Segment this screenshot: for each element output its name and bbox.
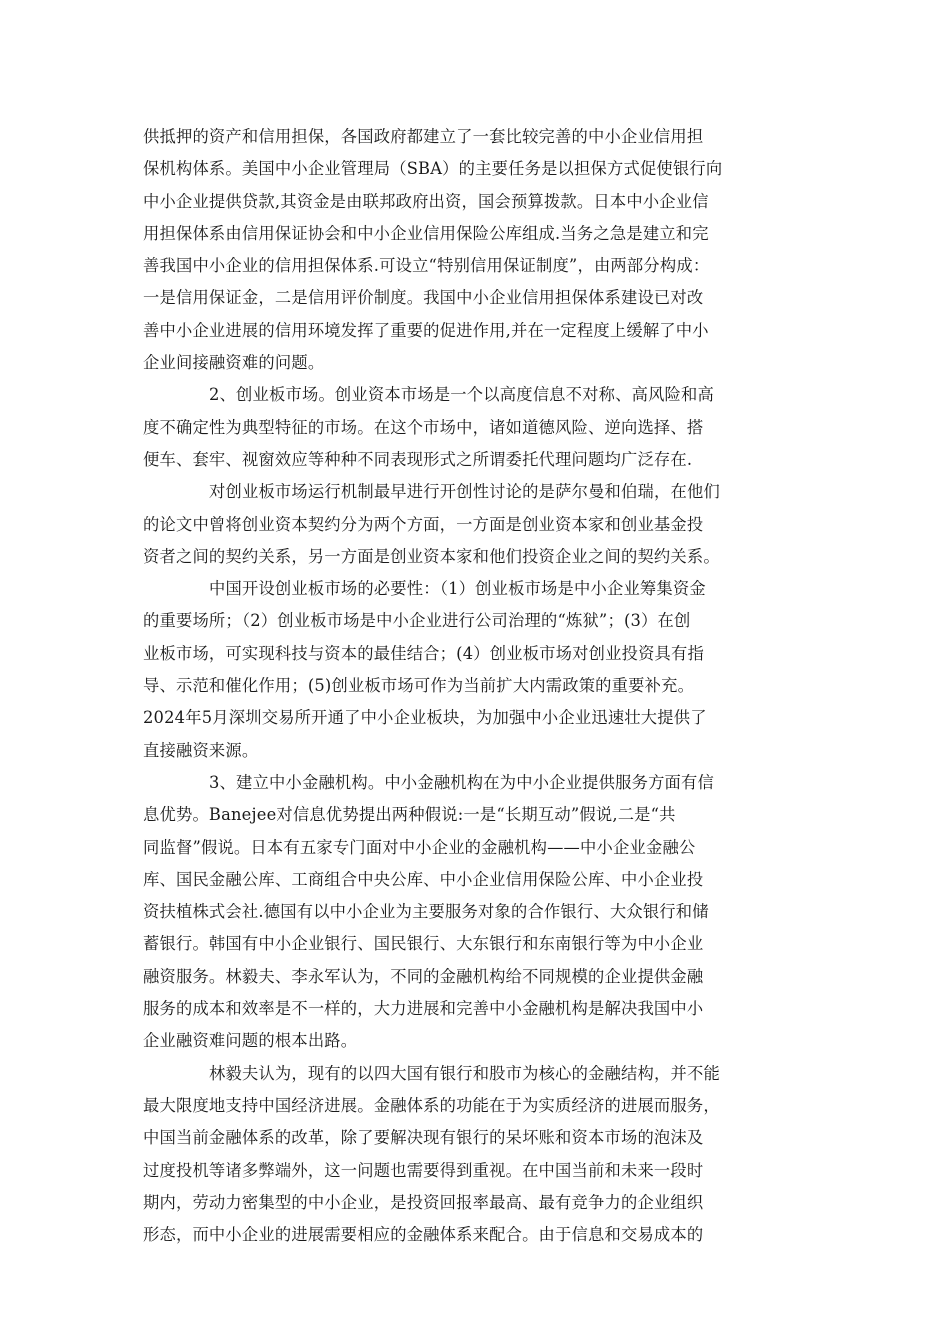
text-line: 度不确定性为典型特征的市场。在这个市场中，诸如道德风险、逆向选择、搭 <box>143 417 704 437</box>
paragraph-necessity <box>143 573 803 767</box>
paragraph-credit-guarantee <box>143 121 803 379</box>
text-line: 资者之间的契约关系，另一方面是创业资本家和他们投资企业之间的契约关系。 <box>143 546 720 566</box>
text-line: 的论文中曾将创业资本契约分为两个方面，一方面是创业资本家和创业基金投 <box>143 514 704 534</box>
text-line: 善我国中小企业的信用担保体系.可设立“特别信用保证制度”，由两部分构成： <box>143 256 710 276</box>
text-line: 蓄银行。韩国有中小企业银行、国民银行、大东银行和东南银行等为中小企业 <box>143 934 704 954</box>
text-line: 最大限度地支持中国经济进展。金融体系的功能在于为实质经济的进展而服务， <box>143 1095 720 1115</box>
text-line: 资扶植株式会社.德国有以中小企业为主要服务对象的合作银行、大众银行和储 <box>143 902 709 922</box>
text-line: 一是信用保证金，二是信用评价制度。我国中小企业信用担保体系建设已对改 <box>143 288 704 308</box>
paragraph-small-financial-institutions <box>143 767 803 1058</box>
text-line: 用担保体系由信用保证协会和中小企业信用保险公库组成.当务之急是建立和完 <box>143 223 709 243</box>
text-line: 中国当前金融体系的改革，除了要解决现有银行的呆坏账和资本市场的泡沫及 <box>143 1128 704 1148</box>
text-line: 3、建立中小金融机构。中小金融机构在为中小企业提供服务方面有信 <box>209 772 714 792</box>
text-line: 的重要场所；（2）创业板市场是中小企业进行公司治理的“炼狱”；(3）在创 <box>143 611 691 631</box>
text-line: 过度投机等诸多弊端外，这一问题也需要得到重视。在中国当前和未来一段时 <box>143 1160 704 1180</box>
text-line: 对创业板市场运行机制最早进行开创性讨论的是萨尔曼和伯瑞，在他们 <box>209 482 720 502</box>
paragraph-growth-board <box>143 379 803 476</box>
text-line: 中小企业提供贷款,其资金是由联邦政府出资，国会预算拨款。日本中小企业信 <box>143 191 709 211</box>
text-line: 期内，劳动力密集型的中小企业，是投资回报率最高、最有竞争力的企业组织 <box>143 1192 704 1212</box>
text-line: 保机构体系。美国中小企业管理局（SBA）的主要任务是以担保方式促使银行向 <box>143 159 723 179</box>
text-line: 2、创业板市场。创业资本市场是一个以高度信息不对称、高风险和高 <box>209 385 714 405</box>
text-line: 同监督”假说。日本有五家专门面对中小企业的金融机构——中小企业金融公 <box>143 837 696 857</box>
text-line: 形态，而中小企业的进展需要相应的金融体系来配合。由于信息和交易成本的 <box>143 1225 704 1245</box>
text-line: 林毅夫认为，现有的以四大国有银行和股市为核心的金融结构，并不能 <box>209 1063 720 1083</box>
text-line: 2024年5月深圳交易所开通了中小企业板块，为加强中小企业迅速壮大提供了 <box>143 708 707 728</box>
text-line: 业板市场，可实现科技与资本的最佳结合；(4）创业板市场对创业投资具有指 <box>143 643 704 663</box>
text-line: 便车、套牢、视窗效应等种种不同表现形式之所谓委托代理问题均广泛存在. <box>143 449 693 469</box>
paragraph-research-origin <box>143 476 803 573</box>
text-line: 导、示范和催化作用；(5)创业板市场可作为当前扩大内需政策的重要补充。 <box>143 676 695 696</box>
text-line: 供抵押的资产和信用担保，各国政府都建立了一套比较完善的中小企业信用担 <box>143 127 704 146</box>
text-line: 企业融资难问题的根本出路。 <box>143 1031 358 1051</box>
text-line: 库、国民金融公库、工商组合中央公库、中小企业信用保险公库、中小企业投 <box>143 869 704 889</box>
text-line: 服务的成本和效率是不一样的，大力进展和完善中小金融机构是解决我国中小 <box>143 999 704 1019</box>
paragraph-financial-structure <box>143 1058 803 1252</box>
document-body <box>143 121 803 1251</box>
text-line: 融资服务。林毅夫、李永军认为，不同的金融机构给不同规模的企业提供金融 <box>143 966 704 986</box>
text-line: 直接融资来源。 <box>143 740 259 760</box>
text-line: 中国开设创业板市场的必要性：（1）创业板市场是中小企业筹集资金 <box>209 579 706 599</box>
text-line: 企业间接融资难的问题。 <box>143 353 325 373</box>
text-line: 善中小企业进展的信用环境发挥了重要的促进作用,并在一定程度上缓解了中小 <box>143 320 709 340</box>
text-line: 息优势。Banejee对信息优势提出两种假说:一是“长期互动”假说,二是“共 <box>143 805 676 825</box>
